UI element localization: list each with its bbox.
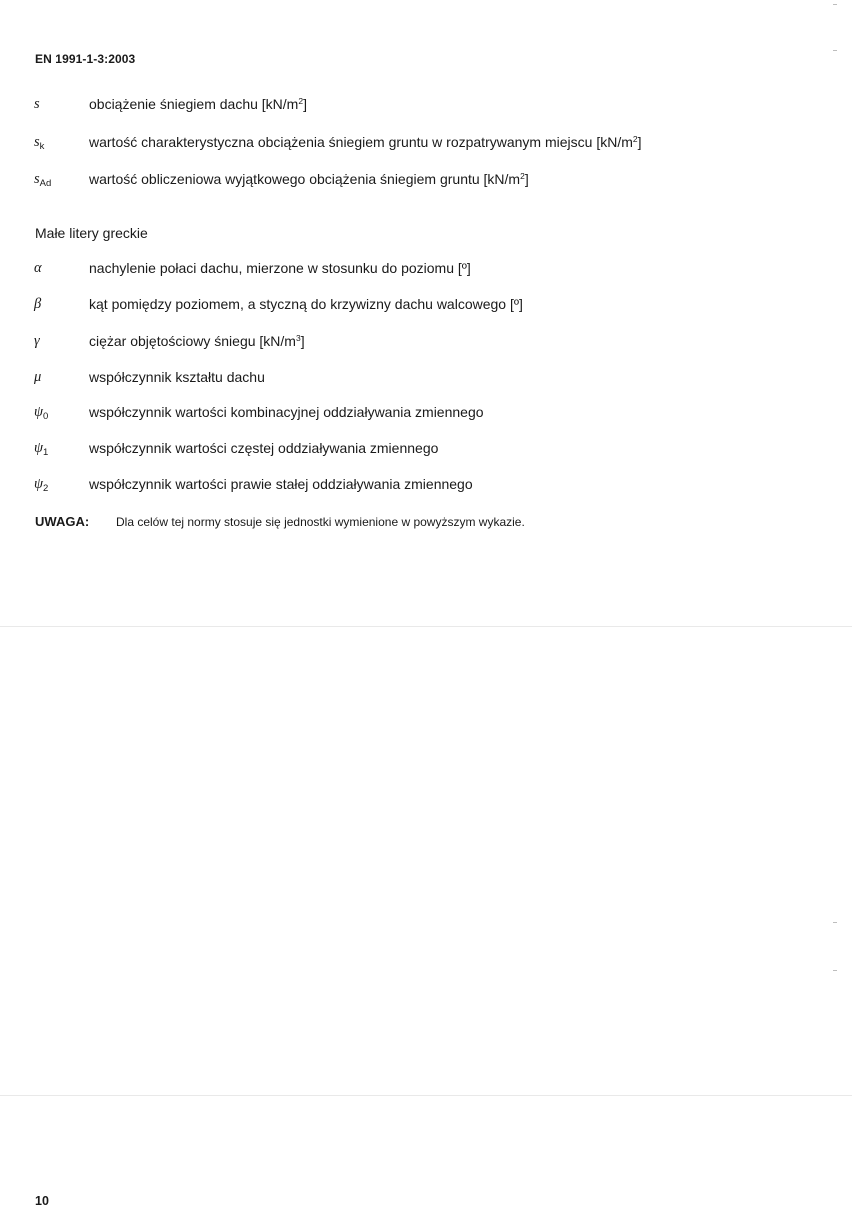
scan-divider (0, 1095, 852, 1096)
symbol: $\psi_2$ (34, 476, 49, 494)
symbol-description: kąt pomiędzy poziomem, a styczną do krzywizny dachu walcowego [º] (89, 296, 523, 312)
symbol-description: współczynnik wartości kombinacyjnej oddziaływania zmiennego (89, 404, 484, 420)
symbol: α (34, 260, 42, 276)
scan-mark (833, 50, 837, 51)
symbol-description: współczynnik kształtu dachu (89, 369, 265, 385)
symbol-description: wartość charakterystyczna obciążenia śniegiem gruntu w rozpatrywanym miejscu $[kN/m^2]$ (89, 134, 642, 150)
symbol-description: nachylenie połaci dachu, mierzone w stosunku do poziomu [º] (89, 260, 471, 276)
symbol-description: ciężar objętościowy śniegu $[kN/m^3]$ (89, 333, 305, 349)
symbol: γ (34, 333, 40, 349)
scan-divider (0, 626, 852, 627)
symbol-row-gamma (0, 331, 852, 351)
symbol-row-psi0 (0, 402, 852, 422)
symbol-row-psi2 (0, 474, 852, 494)
document-standard-id: EN 1991-1-3:2003 (35, 52, 136, 66)
symbol-row-psi1 (0, 438, 852, 458)
symbol: s (34, 96, 40, 112)
note (35, 512, 525, 532)
scan-mark (833, 922, 837, 923)
symbol-row-mu (0, 367, 852, 387)
symbol: $\psi_0$ (34, 404, 49, 422)
symbol-row-s (0, 94, 852, 114)
symbol-description: współczynnik wartości częstej oddziaływania zmiennego (89, 440, 439, 456)
page-number: 10 (35, 1194, 49, 1208)
note-label: UWAGA: (35, 514, 90, 529)
symbol: $s_{Ad}$ (34, 171, 52, 189)
symbol-description: współczynnik wartości prawie stałej oddziaływania zmiennego (89, 476, 473, 492)
symbol: μ (34, 369, 42, 385)
scan-mark (833, 970, 837, 971)
greek-letters-section-title: Małe litery greckie (35, 225, 148, 241)
symbol: $\psi_1$ (34, 440, 49, 458)
symbol-row-sk (0, 132, 852, 152)
symbol-description: obciążenie śniegiem dachu $[kN/m^2]$ (89, 96, 307, 112)
symbol-row-beta (0, 294, 852, 314)
scan-mark (833, 4, 837, 5)
symbol: β (34, 296, 42, 312)
symbol-row-alpha (0, 258, 852, 278)
symbol-row-sad (0, 169, 852, 189)
symbol-description: wartość obliczeniowa wyjątkowego obciążenia śniegiem gruntu $[kN/m^2]$ (89, 171, 529, 187)
note-text: Dla celów tej normy stosuje się jednostki wymienione w powyższym wykazie. (116, 515, 525, 529)
symbol: $s_k$ (34, 134, 45, 152)
